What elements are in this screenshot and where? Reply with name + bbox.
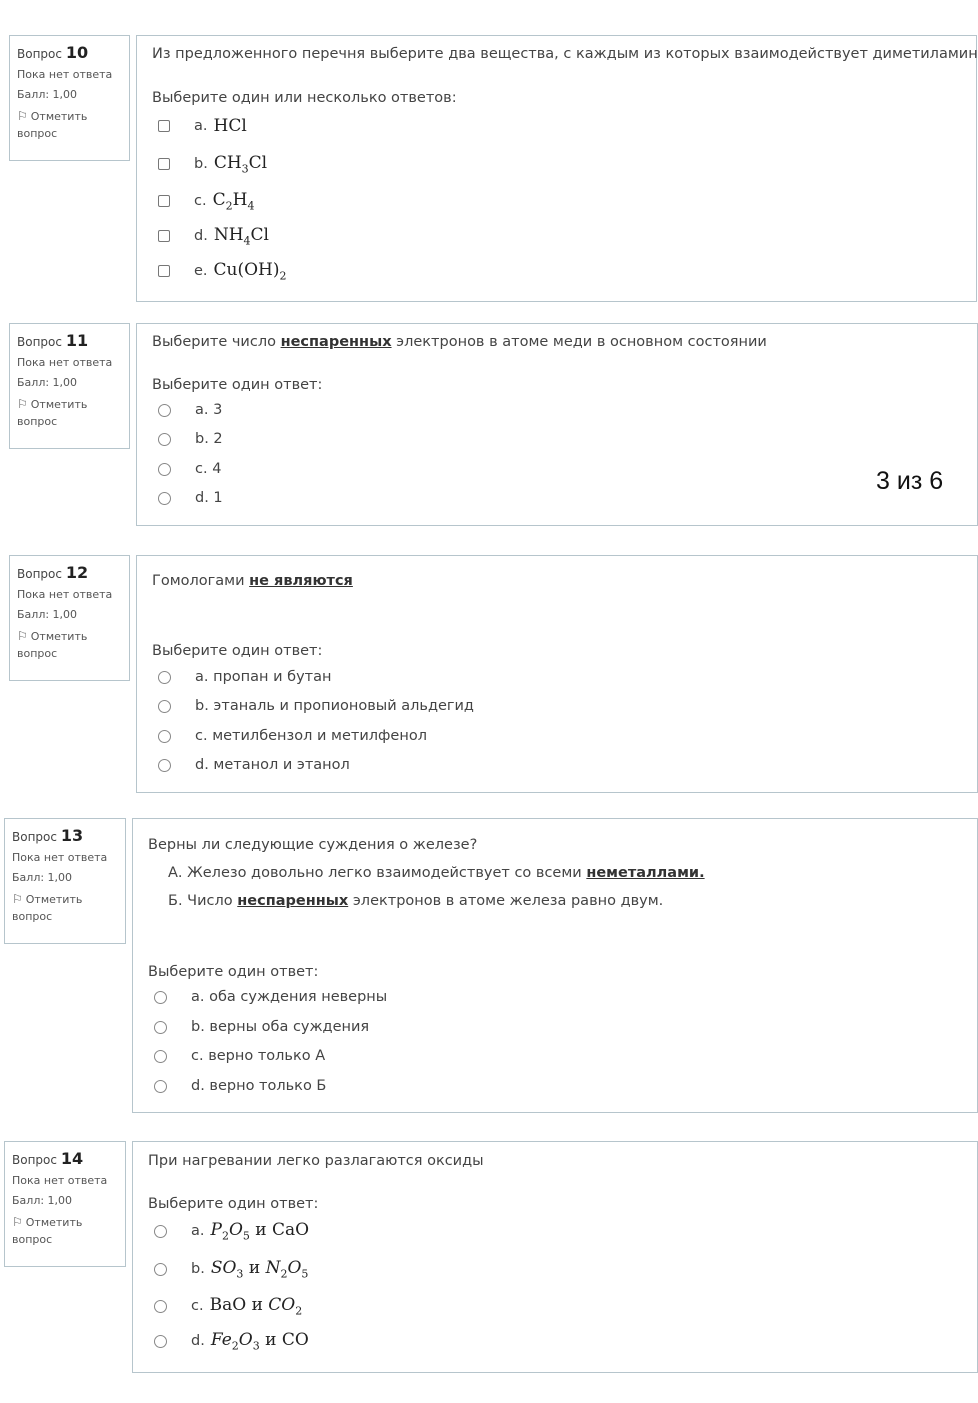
flag-label: Отметить <box>25 1216 83 1229</box>
statement-a <box>168 865 705 881</box>
checkbox[interactable] <box>158 230 170 242</box>
option-d[interactable] <box>154 1078 326 1094</box>
answer-status: Пока нет ответа <box>12 1174 108 1187</box>
text-part: А. Железо довольно легко взаимодействует со всеми <box>168 865 587 881</box>
option-label: a. пропан и бутан <box>195 669 332 685</box>
text-part: Б. Число <box>168 893 238 909</box>
flag-icon: ⚐ <box>17 109 28 123</box>
option-a[interactable] <box>158 669 331 685</box>
flag-icon: ⚐ <box>12 1215 23 1229</box>
option-label: d. метанол и этанол <box>195 757 350 773</box>
option-b[interactable] <box>158 431 223 447</box>
option-label: b. этаналь и пропионовый альдегид <box>195 698 474 714</box>
option-label: c. 4 <box>195 461 222 477</box>
option-letter: d. <box>191 1333 205 1350</box>
radio[interactable] <box>158 700 171 713</box>
question-number <box>12 1149 118 1168</box>
flag-icon: ⚐ <box>17 629 28 643</box>
emphasis: неспаренных <box>237 893 349 909</box>
question-text: При нагревании легко разлагаются оксиды <box>148 1153 484 1169</box>
question-text <box>152 334 767 350</box>
radio[interactable] <box>158 404 171 417</box>
formula: $Cu(OH)_2$ <box>213 260 287 283</box>
option-b[interactable] <box>154 1258 308 1280</box>
question-number <box>17 43 122 62</box>
option-e[interactable] <box>158 260 287 282</box>
flag-label: Отметить <box>30 110 88 123</box>
text-part: Выберите число <box>152 334 281 350</box>
question-number-value: 11 <box>65 331 89 350</box>
option-letter: a. <box>194 118 208 134</box>
emphasis: неспаренных <box>280 334 392 350</box>
question-content-14 <box>132 1141 978 1373</box>
answer-status: Пока нет ответа <box>12 851 108 864</box>
option-c[interactable] <box>154 1048 325 1064</box>
option-a[interactable] <box>158 116 247 136</box>
option-label: c. метилбензол и метилфенол <box>195 728 427 744</box>
score: Балл: 1,00 <box>17 88 78 101</box>
option-b[interactable] <box>158 153 267 175</box>
option-a[interactable] <box>158 402 222 418</box>
formula: BaO и $CO_2$ <box>209 1295 303 1318</box>
answer-prompt: Выберите один ответ: <box>152 377 323 393</box>
radio[interactable] <box>158 730 171 743</box>
option-letter: c. <box>194 193 207 210</box>
option-c[interactable] <box>154 1295 302 1317</box>
flag-label: Отметить <box>30 630 88 643</box>
option-c[interactable] <box>158 728 427 744</box>
question-word: Вопрос <box>17 567 62 581</box>
option-c[interactable] <box>158 190 254 212</box>
question-word: Вопрос <box>17 335 62 349</box>
formula: $P_2O_5$ и CaO <box>210 1220 310 1243</box>
option-letter: c. <box>191 1298 204 1315</box>
flag-label: Отметить <box>30 398 88 411</box>
option-c[interactable] <box>158 461 221 477</box>
option-label: a. 3 <box>195 402 223 418</box>
radio[interactable] <box>158 671 171 684</box>
checkbox[interactable] <box>158 158 170 170</box>
option-d[interactable] <box>154 1330 309 1352</box>
radio[interactable] <box>154 1050 167 1063</box>
emphasis: не являются <box>249 573 353 589</box>
radio[interactable] <box>154 1080 167 1093</box>
radio[interactable] <box>154 1021 167 1034</box>
formula: $CH_3Cl$ <box>213 153 268 176</box>
radio[interactable] <box>158 433 171 446</box>
question-number <box>12 826 118 845</box>
checkbox[interactable] <box>158 265 170 277</box>
statement-b <box>168 893 663 909</box>
formula: HCl <box>213 116 247 136</box>
radio[interactable] <box>154 1300 167 1313</box>
score: Балл: 1,00 <box>12 871 73 884</box>
question-word: Вопрос <box>12 1153 57 1167</box>
question-content-12 <box>136 555 978 793</box>
formula: $Fe_2O_3$ и CO <box>210 1330 309 1353</box>
option-a[interactable] <box>154 1220 309 1242</box>
option-label: d. 1 <box>195 490 223 506</box>
answer-prompt: Выберите один ответ: <box>148 964 319 980</box>
question-number-value: 12 <box>65 563 89 582</box>
question-content-10 <box>136 35 977 302</box>
question-number <box>17 563 122 582</box>
question-number <box>17 331 122 350</box>
radio[interactable] <box>158 492 171 505</box>
question-info-11 <box>9 323 130 449</box>
formula: $NH_4Cl$ <box>213 225 269 248</box>
flag-icon: ⚐ <box>17 397 28 411</box>
score: Балл: 1,00 <box>17 376 78 389</box>
formula: $SO_3$ и $N_2O_5$ <box>210 1258 309 1281</box>
option-d[interactable] <box>158 757 350 773</box>
text-part: Гомологами <box>152 573 250 589</box>
answer-prompt: Выберите один ответ: <box>152 643 323 659</box>
formula: $C_2H_4$ <box>212 190 255 213</box>
radio[interactable] <box>158 759 171 772</box>
question-word: Вопрос <box>17 47 62 61</box>
answer-prompt: Выберите один или несколько ответов: <box>152 90 457 106</box>
flag-question-link[interactable] <box>12 1214 118 1248</box>
flag-label-2: вопрос <box>17 127 58 140</box>
option-a[interactable] <box>154 989 387 1005</box>
option-b[interactable] <box>158 698 474 714</box>
option-letter: e. <box>194 263 208 280</box>
checkbox[interactable] <box>158 120 170 132</box>
text-part: электронов в атоме меди в основном состоянии <box>391 334 767 350</box>
question-word: Вопрос <box>12 830 57 844</box>
radio[interactable] <box>154 1225 167 1238</box>
question-text <box>152 573 353 589</box>
radio[interactable] <box>154 1335 167 1348</box>
radio[interactable] <box>158 463 171 476</box>
option-letter: b. <box>194 156 208 173</box>
flag-label-2: вопрос <box>12 1233 53 1246</box>
answer-prompt: Выберите один ответ: <box>148 1196 319 1212</box>
flag-question-link[interactable] <box>12 891 118 925</box>
emphasis: неметаллами. <box>586 865 705 881</box>
answer-status: Пока нет ответа <box>17 68 113 81</box>
flag-label-2: вопрос <box>17 647 58 660</box>
answer-status: Пока нет ответа <box>17 588 113 601</box>
option-b[interactable] <box>154 1019 369 1035</box>
question-content-13 <box>132 818 978 1113</box>
flag-label-2: вопрос <box>17 415 58 428</box>
option-label: d. верно только Б <box>191 1078 327 1094</box>
flag-question-link[interactable] <box>17 628 122 662</box>
flag-icon: ⚐ <box>12 892 23 906</box>
question-text: Верны ли следующие суждения о железе? <box>148 837 478 853</box>
score: Балл: 1,00 <box>12 1194 73 1207</box>
answer-status: Пока нет ответа <box>17 356 113 369</box>
flag-question-link[interactable] <box>17 396 122 430</box>
question-info-10 <box>9 35 130 161</box>
flag-label-2: вопрос <box>12 910 53 923</box>
question-info-12 <box>9 555 130 681</box>
option-label: b. верны оба суждения <box>191 1019 370 1035</box>
score: Балл: 1,00 <box>17 608 78 621</box>
flag-question-link[interactable] <box>17 108 122 142</box>
option-letter: a. <box>191 1223 205 1240</box>
radio[interactable] <box>154 1263 167 1276</box>
option-letter: d. <box>194 228 208 245</box>
option-label: b. 2 <box>195 431 223 447</box>
question-number-value: 13 <box>60 826 84 845</box>
checkbox[interactable] <box>158 195 170 207</box>
question-number-value: 10 <box>65 43 89 62</box>
question-content-11 <box>136 323 978 526</box>
option-d[interactable] <box>158 490 223 506</box>
flag-label: Отметить <box>25 893 83 906</box>
text-part: электронов в атоме железа равно двум. <box>348 893 664 909</box>
option-label: a. оба суждения неверны <box>191 989 388 1005</box>
option-label: c. верно только А <box>191 1048 326 1064</box>
question-info-13 <box>4 818 126 944</box>
question-text: Из предложенного перечня выберите два вещества, с каждым из которых взаимодействует диметиламин <box>152 46 978 62</box>
question-number-value: 14 <box>60 1149 84 1168</box>
question-info-14 <box>4 1141 126 1267</box>
option-d[interactable] <box>158 225 269 247</box>
radio[interactable] <box>154 991 167 1004</box>
page-indicator: 3 из 6 <box>876 467 944 495</box>
option-letter: b. <box>191 1261 205 1278</box>
